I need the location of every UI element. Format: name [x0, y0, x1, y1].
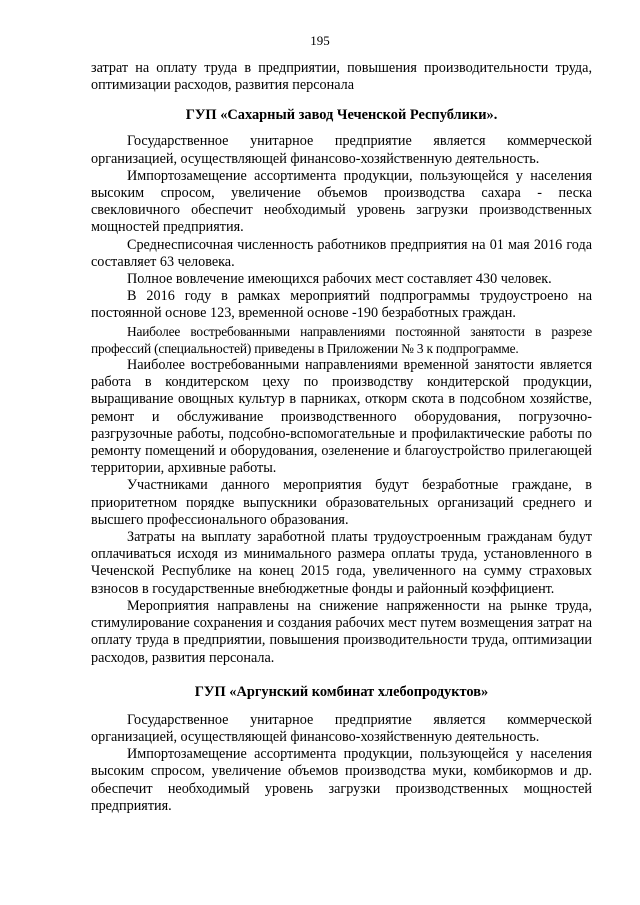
page-number: 195	[310, 33, 330, 48]
paragraph: Импортозамещение ассортимента продукции, пользующейся у населения высоким спросом, увеличение объемов производства муки, комбикормов и др. обеспечит необходимый уровень загрузки производственных мощностей предприятия.	[91, 746, 592, 814]
paragraph: Государственное унитарное предприятие является коммерческой организацией, осуществляющей финансово-хозяйственную деятельность.	[91, 711, 592, 745]
paragraph: Полное вовлечение имеющихся рабочих мест составляет 430 человек.	[127, 271, 552, 288]
paragraph: Государственное унитарное предприятие является коммерческой организацией, осуществляющей финансово-хозяйственную деятельность.	[91, 133, 592, 167]
paragraph: Импортозамещение ассортимента продукции, пользующейся у населения высоким спросом, увеличение объемов производства сахара - песка свекловичного обеспечит необходимый уровень загрузки производственных мощностей предприятия.	[91, 167, 592, 236]
paragraph: Мероприятия направлены на снижение напряженности на рынке труда, стимулирование сохранения и создания рабочих мест путем возмещения затрат на оплату труда в предприятии, повышения производительности труда, оптимизации расходов, развития персонала.	[91, 597, 592, 666]
paragraph: Наиболее востребованными направлениями временной занятости является работа в кондитерском цеху по производству кондитерской продукции, выращивание овощных культур в парниках, откорм скота в подсобном хозяйстве, ремонт и обслуживание производственного оборудования, погрузочно-разгрузочные работы, подсобно-вспомогательные и профилактические работы по ремонту помещений и оборудования, озеленение и благоустройство прилегающей территории, архивные работы.	[91, 357, 592, 477]
paragraph: Наиболее востребованными направлениями постоянной занятости в разрезе профессий (специальностей) приведены в Приложении № 3 к подпрограмме.	[91, 323, 592, 356]
section-heading-sugar-plant: ГУП «Сахарный завод Чеченской Республики».	[185, 107, 498, 124]
paragraph: В 2016 году в рамках мероприятий подпрограммы трудоустроено на постоянной основе 123, временной основе -190 безработных граждан.	[91, 288, 592, 322]
paragraph: Участниками данного мероприятия будут безработные граждане, в приоритетном порядке выпускники образовательных организаций среднего и высшего профессионального образования.	[91, 477, 592, 528]
paragraph: Среднесписочная численность работников предприятия на 01 мая 2016 года составляет 63 человека.	[91, 236, 592, 270]
paragraph: Затраты на выплату заработной платы трудоустроенным гражданам будут оплачиваться исходя из минимального размера оплаты труда, установленного в Чеченской Республике на конец 2015 года, увеличенного на сумму страховых взносов в государственные внебюджетные фонды и районный коэффициент.	[91, 529, 592, 597]
page-content	[91, 60, 592, 815]
section-heading-argun-plant: ГУП «Аргунский комбинат хлебопродуктов»	[194, 683, 489, 700]
continuation-paragraph: затрат на оплату труда в предприятии, повышения производительности труда, оптимизации расходов, развития персонала	[91, 60, 592, 94]
